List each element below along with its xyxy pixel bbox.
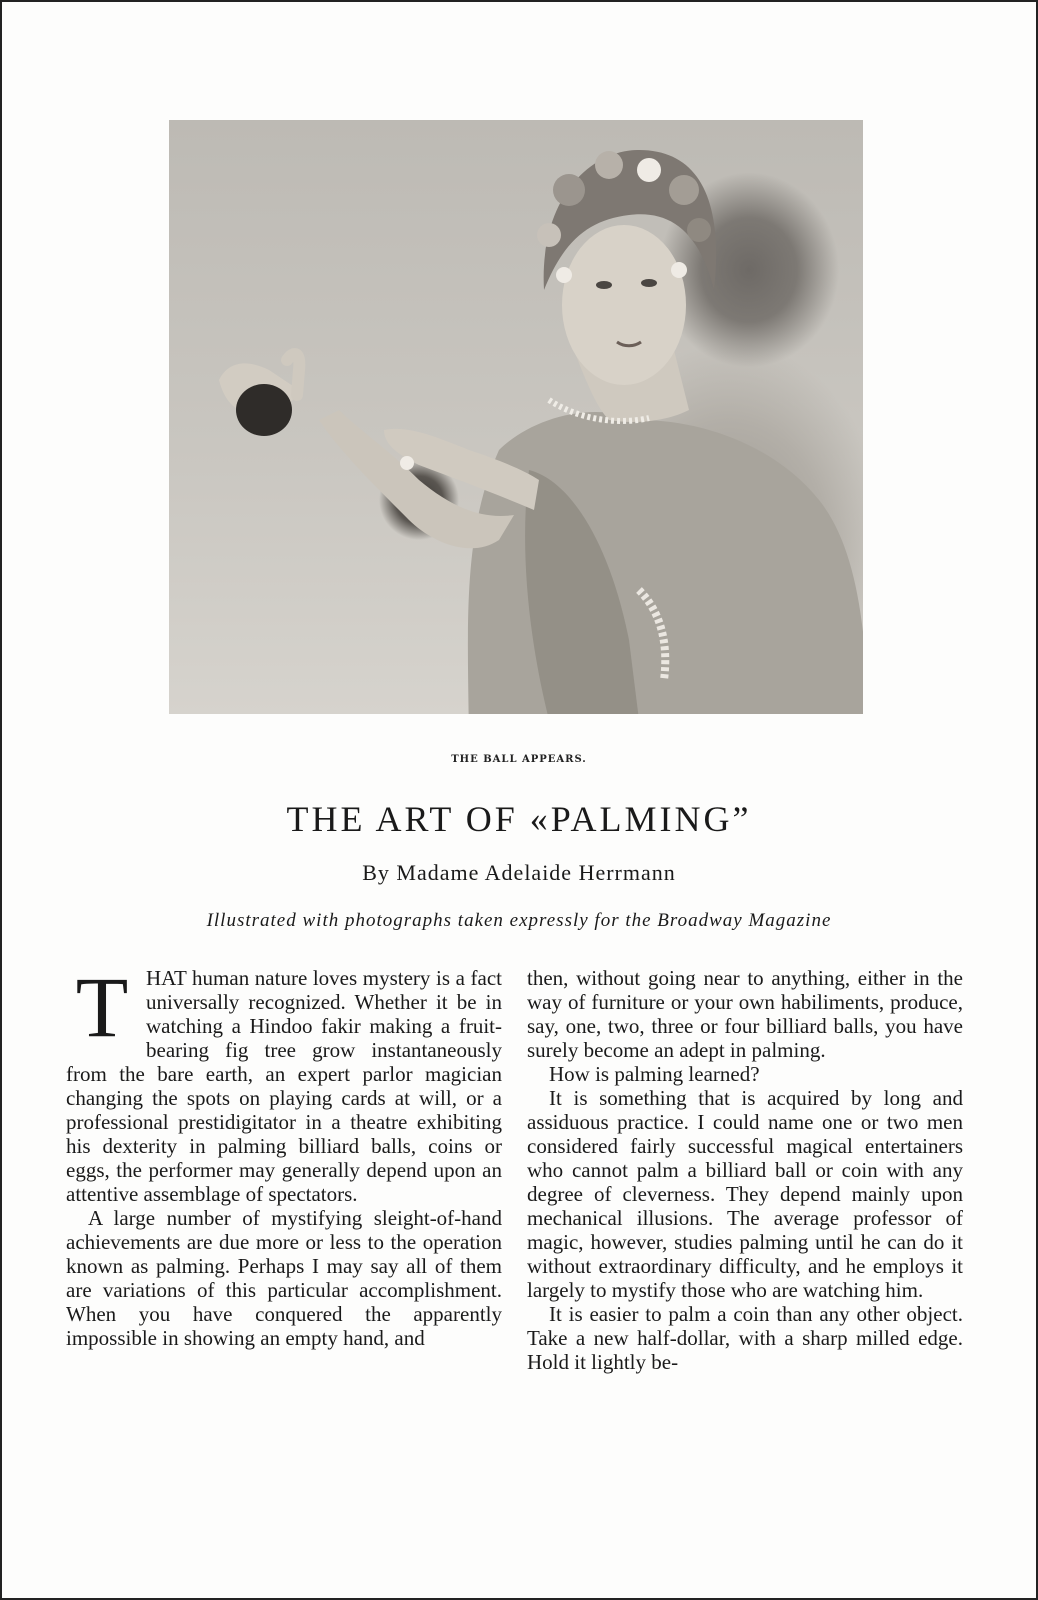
drop-cap: T <box>75 959 129 1055</box>
paragraph-6: It is easier to palm a coin than any other object. Take a new half-dollar, with a sharp milled edge. Hold it lightly be- <box>527 1302 963 1374</box>
paragraph-4: How is palming learned? <box>549 1062 760 1086</box>
left-column <box>66 959 502 1350</box>
portrait-photograph <box>169 120 863 714</box>
paragraph-1-text: HAT human nature loves mystery is a fact universally recognized. Whether it be in watching a Hindoo fakir making a fruit-bearing fig tree grow instantaneously from the bare earth, an expert parlor magician changing the spots on playing cards at will, or a professional prestidigitator in a theatre exhibiting his dexterity in palming billiard balls, coins or eggs, the performer may generally depend upon an attentive assemblage of spectators. <box>66 966 502 1206</box>
article-title: THE ART OF «PALMING” <box>286 799 752 839</box>
article-subtitle: Illustrated with photographs taken expressly for the Broadway Magazine <box>206 910 832 931</box>
article-byline: By Madame Adelaide Herrmann <box>362 860 676 885</box>
paragraph-1 <box>66 959 502 1206</box>
paragraph-2: A large number of mystifying sleight-of-hand achievements are due more or less to the operation known as palming. Perhaps I may say all of them are variations of this particular accomplishment. When you have conquered the apparently impossible in showing an empty hand, and <box>66 1206 502 1350</box>
photo-caption: THE BALL APPEARS. <box>451 754 587 765</box>
paragraph-3: then, without going near to anything, either in the way of furniture or your own habiliments, produce, say, one, two, three or four billiard balls, you have surely become an adept in palming. <box>527 966 963 1062</box>
photograph-figure <box>169 120 863 714</box>
right-column <box>527 966 963 1374</box>
paragraph-5: It is something that is acquired by long and assiduous practice. I could name one or two men considered fairly successful magical entertainers who cannot palm a billiard ball or coin with any degree of cleverness. They depend mainly upon mechanical illusions. The average professor of magic, however, studies palming until he can do it without extraordinary difficulty, and he employs it largely to mystify those who are watching him. <box>527 1086 963 1302</box>
